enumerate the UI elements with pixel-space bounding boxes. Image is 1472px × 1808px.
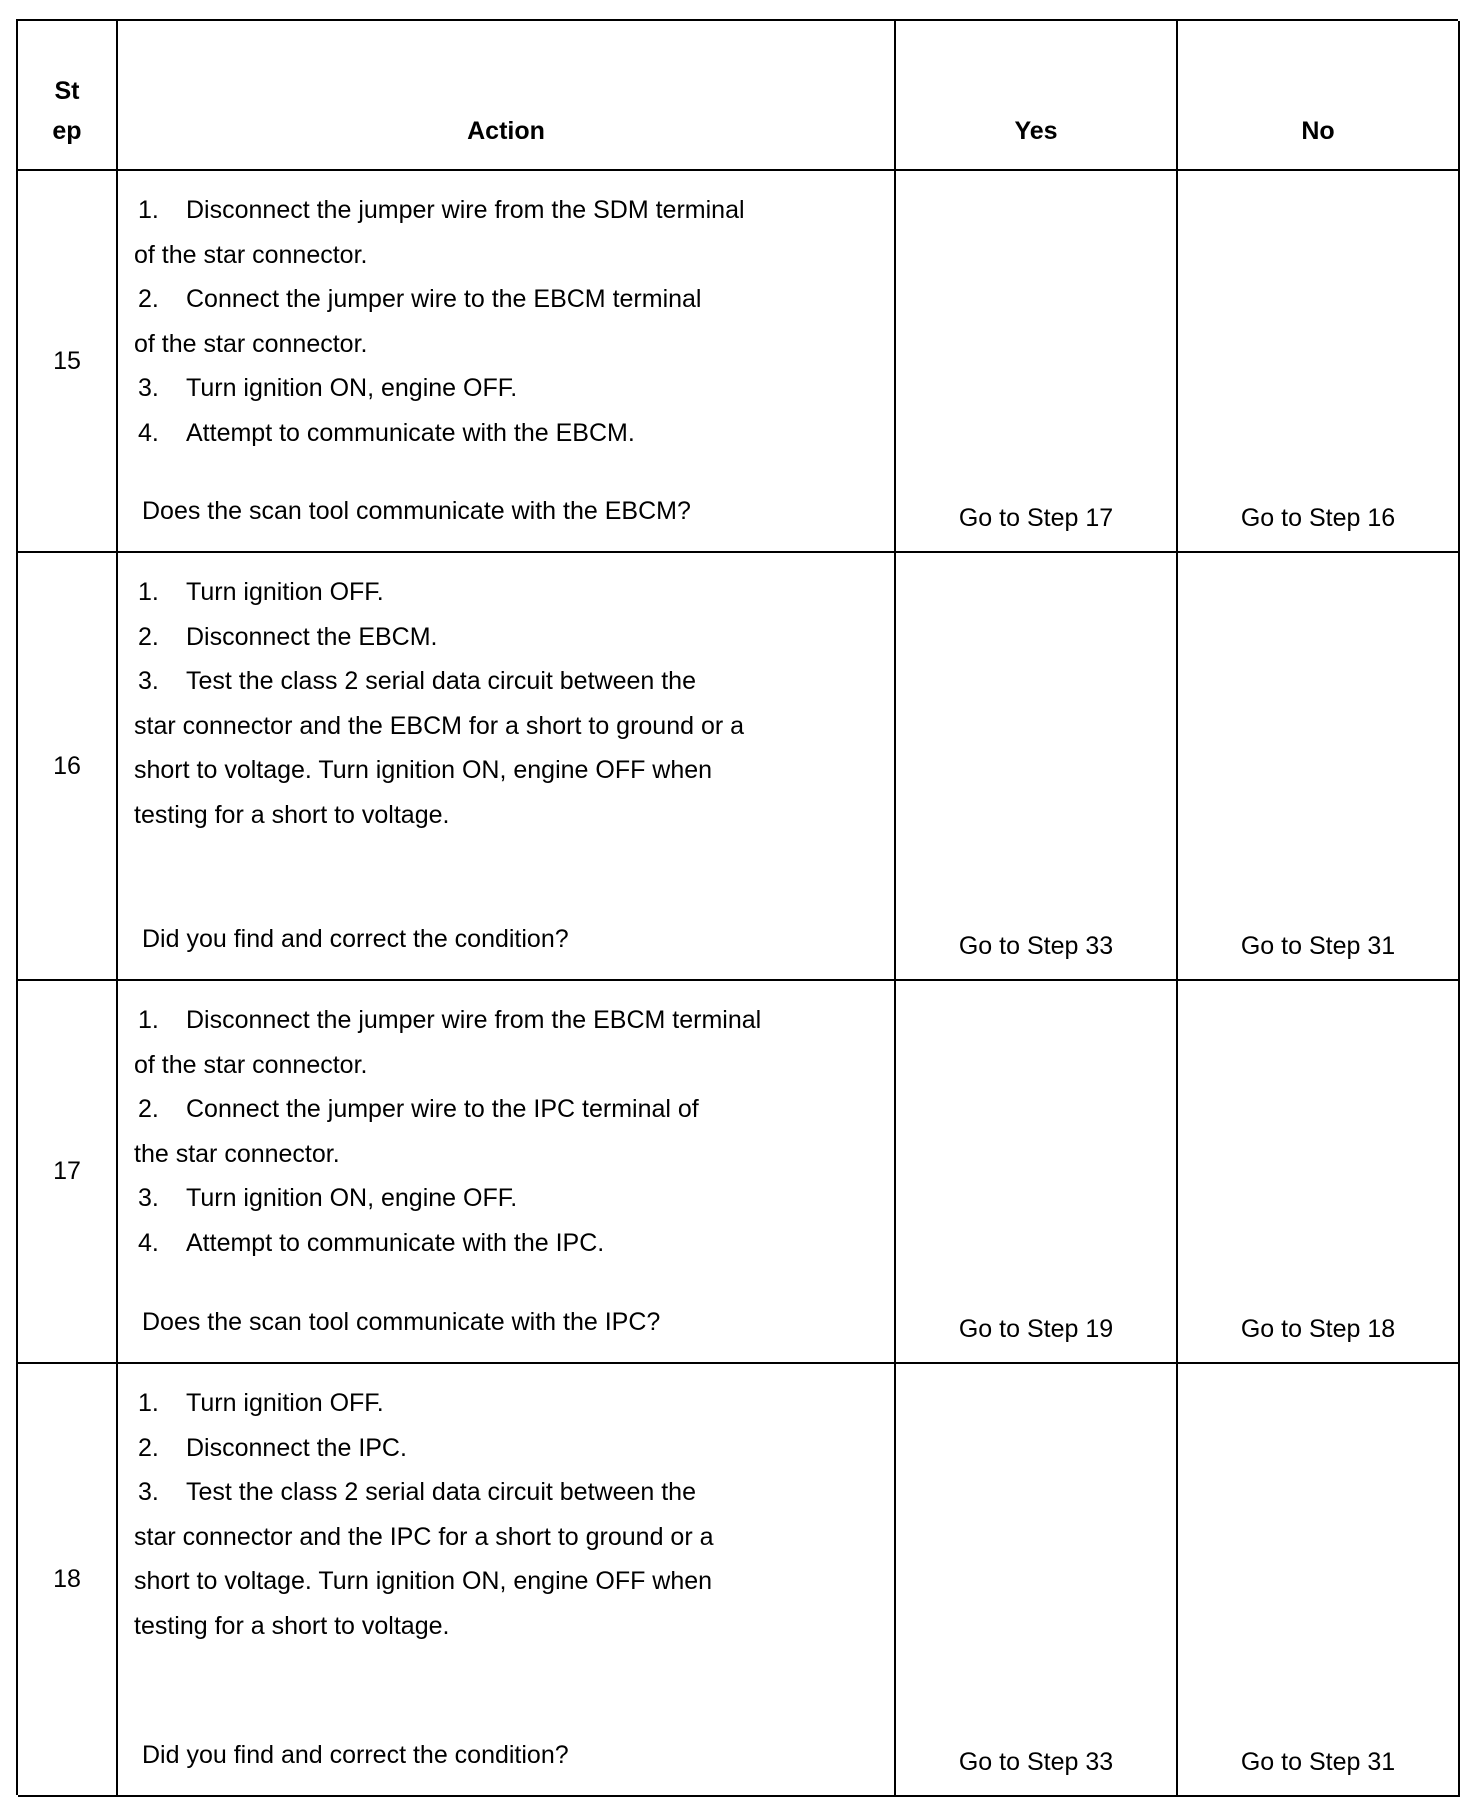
action-question: Does the scan tool communicate with the IPC? [142, 1307, 661, 1336]
action-line-number: 1. [138, 1006, 159, 1034]
step-number: 16 [18, 553, 118, 981]
goto-yes: Go to Step 33 [896, 553, 1178, 981]
header-no: No [1178, 21, 1460, 171]
action-line-text: testing for a short to voltage. [134, 800, 450, 829]
action-line-text: of the star connector. [134, 240, 368, 269]
action-line [134, 659, 894, 704]
action-line [134, 1470, 894, 1515]
action-line [134, 233, 894, 278]
action-line [134, 704, 894, 749]
step-number: 18 [18, 1364, 118, 1797]
action-line-number: 2. [138, 1095, 159, 1123]
action-question: Did you find and correct the condition? [142, 1740, 569, 1769]
action-line-text: short to voltage. Turn ignition ON, engine OFF when [134, 756, 713, 784]
action-line-number: 3. [138, 374, 159, 402]
action-line [134, 1132, 894, 1177]
action-line [134, 793, 894, 838]
action-line-text: Disconnect the jumper wire from the SDM terminal [186, 196, 745, 224]
action-line [134, 1381, 894, 1426]
goto-yes: Go to Step 17 [896, 171, 1178, 553]
header-step-line2: ep [52, 117, 82, 145]
action-line [134, 1515, 894, 1560]
action-line-text: of the star connector. [134, 329, 368, 358]
action-line [134, 1426, 894, 1471]
action-line [134, 188, 894, 233]
action-line-number: 4. [138, 418, 159, 447]
step-number: 15 [18, 171, 118, 553]
action-cell [118, 981, 896, 1364]
action-line-text: Attempt to communicate with the IPC. [186, 1228, 605, 1257]
action-line-number: 1. [138, 578, 159, 606]
action-line-text: short to voltage. Turn ignition ON, engine OFF when [134, 1567, 713, 1595]
action-line [134, 998, 894, 1043]
action-line-number: 4. [138, 1228, 159, 1257]
action-line-number: 2. [138, 285, 159, 313]
action-line [134, 366, 894, 411]
action-line-text: star connector and the EBCM for a short to ground or a [134, 711, 745, 740]
action-line-text: Turn ignition OFF. [186, 1389, 384, 1417]
action-line [134, 615, 894, 660]
goto-yes: Go to Step 33 [896, 1364, 1178, 1797]
action-line [134, 1043, 894, 1088]
goto-no: Go to Step 18 [1178, 981, 1460, 1364]
action-line-number: 2. [138, 1433, 159, 1462]
action-line-text: of the star connector. [134, 1050, 368, 1079]
action-line [134, 1559, 894, 1604]
action-question: Did you find and correct the condition? [142, 924, 569, 953]
action-question: Does the scan tool communicate with the EBCM? [142, 496, 691, 525]
goto-no: Go to Step 16 [1178, 171, 1460, 553]
action-line [134, 570, 894, 615]
action-line-text: Disconnect the EBCM. [186, 622, 438, 651]
action-line-text: Disconnect the IPC. [186, 1433, 407, 1462]
action-line [134, 277, 894, 322]
action-line-text: Connect the jumper wire to the EBCM terminal [186, 285, 702, 313]
action-cell [118, 1364, 896, 1797]
action-cell [118, 171, 896, 553]
action-line-text: Connect the jumper wire to the IPC terminal of [186, 1095, 699, 1123]
action-line [134, 748, 894, 793]
action-line-number: 3. [138, 667, 159, 695]
action-line-text: Test the class 2 serial data circuit between the [186, 1478, 696, 1506]
action-line-text: the star connector. [134, 1139, 340, 1168]
action-line [134, 322, 894, 367]
header-step-line1: St [54, 77, 80, 105]
action-line-number: 3. [138, 1478, 159, 1506]
step-number: 17 [18, 981, 118, 1364]
action-line-text: Test the class 2 serial data circuit between the [186, 667, 696, 695]
action-line-text: testing for a short to voltage. [134, 1611, 450, 1640]
action-line-number: 1. [138, 196, 159, 224]
action-cell [118, 553, 896, 981]
action-line-text: Disconnect the jumper wire from the EBCM terminal [186, 1006, 762, 1034]
action-line [134, 1221, 894, 1266]
goto-no: Go to Step 31 [1178, 1364, 1460, 1797]
action-line [134, 1604, 894, 1649]
action-line-text: Turn ignition ON, engine OFF. [186, 374, 518, 402]
goto-yes: Go to Step 19 [896, 981, 1178, 1364]
goto-no: Go to Step 31 [1178, 553, 1460, 981]
action-line-text: star connector and the IPC for a short to ground or a [134, 1522, 714, 1551]
action-line-text: Turn ignition OFF. [186, 578, 384, 606]
diagnostic-table [16, 19, 1458, 1795]
action-line [134, 1087, 894, 1132]
header-step [18, 21, 118, 171]
action-line [134, 411, 894, 456]
header-yes: Yes [896, 21, 1178, 171]
action-line-text: Turn ignition ON, engine OFF. [186, 1184, 518, 1212]
action-line-number: 3. [138, 1184, 159, 1212]
header-action: Action [118, 21, 896, 171]
action-line-text: Attempt to communicate with the EBCM. [186, 418, 635, 447]
action-line [134, 1176, 894, 1221]
action-line-number: 1. [138, 1389, 159, 1417]
action-line-number: 2. [138, 622, 159, 651]
